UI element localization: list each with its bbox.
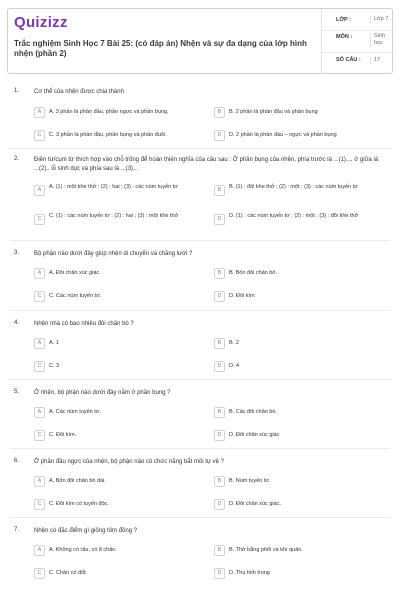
question-number: 3. [14, 250, 20, 256]
option-text: C. (1) : các núm tuyến tơ ; (2) : hai ; (3) : một khe thở [49, 213, 179, 219]
option-letter: A [34, 268, 45, 279]
option-text: A. 3 phần là phần đầu, phần ngực và phần bụng. [49, 109, 169, 115]
option-letter: B [214, 407, 225, 418]
question-text: Ở nhện, bộ phận nào dưới đây nằm ở phần bụng ? [34, 390, 171, 396]
option-text: C. Chân có đốt. [49, 570, 88, 576]
option-text: A. Bốn đôi chân bò dài. [49, 478, 106, 484]
option-letter: C [34, 214, 45, 225]
option-letter: B [214, 107, 225, 118]
option-letter: B [214, 338, 225, 349]
option-text: D. 4 [229, 363, 240, 369]
question-text: Bộ phận nào dưới đây giúp nhện di chuyển và chăng lưới ? [34, 251, 193, 257]
option-text: B. Núm tuyến tơ. [229, 478, 271, 484]
option-letter: C [34, 499, 45, 510]
option-letter: B [214, 185, 225, 196]
option-text: C. Các núm tuyến tơ. [49, 293, 102, 299]
option-text: C. 3 [49, 363, 60, 369]
question-number: 5. [14, 389, 20, 395]
option-text: B. Các đôi chân bò. [229, 409, 278, 415]
divider [10, 448, 390, 449]
option-letter: C [34, 130, 45, 141]
divider [10, 148, 390, 149]
option-letter: D [214, 214, 225, 225]
divider [10, 240, 390, 241]
question-number: 1. [14, 88, 20, 94]
meta-label: SỐ CÂU : [336, 57, 361, 63]
divider [10, 379, 390, 380]
option-text: D. Thụ tinh trong [229, 570, 270, 576]
option-letter: C [34, 291, 45, 302]
meta-value: Lớp 7 [370, 16, 390, 23]
worksheet-header [7, 8, 393, 74]
question-number: 2. [14, 156, 20, 162]
divider [10, 517, 390, 518]
option-text: D. Đôi chân xúc giác. [229, 501, 281, 507]
question-text: Cơ thể của nhện được chia thành [34, 89, 124, 95]
divider [10, 310, 390, 311]
option-letter: A [34, 545, 45, 556]
meta-label: LỚP : [336, 17, 351, 23]
option-letter: A [34, 407, 45, 418]
question-text: Điền từ/cụm từ thích hợp vào chỗ trống để hoàn thiện nghĩa của câu sau : Ở phần bụng của nhện, phía trước là ...(1)..., ở giữa là ...(2).. lỗ sinh dục và phía sau là ...(3)... [34, 157, 379, 172]
option-text: B. 2 [229, 340, 239, 346]
meta-panel [321, 9, 393, 73]
option-letter: C [34, 430, 45, 441]
option-text: D. Đôi chân xúc giác [229, 432, 280, 438]
option-letter: D [214, 130, 225, 141]
question-text: Ở phần đầu ngực của nhện, bộ phận nào có chức năng bắt mồi tự vệ ? [34, 459, 224, 465]
option-text: A. Không có râu, có 8 chân. [49, 547, 117, 553]
option-text: B. Thở bằng phổi và khí quản. [229, 547, 303, 553]
option-text: D. 2 phần là phần đầu – ngực và phần bụng [229, 132, 337, 138]
option-letter: D [214, 430, 225, 441]
option-letter: D [214, 361, 225, 372]
divider [322, 30, 394, 31]
meta-value: 17 [370, 57, 390, 64]
option-letter: B [214, 476, 225, 487]
question-number: 6. [14, 458, 20, 464]
option-text: C. Đôi kìm có tuyến độc. [49, 501, 109, 507]
option-letter: D [214, 568, 225, 579]
option-text: A. 1 [49, 340, 59, 346]
option-text: B. (1) : đôi khe thở ; (2) : một ; (3) : các núm tuyến tơ [229, 184, 358, 190]
question-number: 7. [14, 527, 20, 533]
option-text: D. (1) : các núm tuyến tơ ; (2) : một ; (3) : đôi khe thở [229, 213, 359, 219]
option-letter: A [34, 185, 45, 196]
option-text: B. Bốn đôi chân bò. [229, 270, 278, 276]
question-text: Nhện có đặc điểm gì giống tôm đồng ? [34, 528, 138, 534]
option-letter: A [34, 476, 45, 487]
meta-label: MÔN : [336, 34, 353, 40]
divider [322, 52, 394, 53]
option-letter: D [214, 291, 225, 302]
option-letter: B [214, 268, 225, 279]
option-text: C. Đôi kìm. [49, 432, 77, 438]
option-text: A. Đôi chân xúc giác. [49, 270, 101, 276]
option-letter: C [34, 568, 45, 579]
quizizz-logo[interactable]: Quizizz [14, 14, 68, 31]
option-text: C. 3 phần là phần đầu, phần bụng và phần đuôi. [49, 132, 167, 138]
option-text: A. Các núm tuyến tơ. [49, 409, 101, 415]
option-text: D. Đôi kìm [229, 293, 255, 299]
question-number: 4. [14, 320, 20, 326]
option-letter: D [214, 499, 225, 510]
option-letter: C [34, 361, 45, 372]
option-text: B. 2 phần là phần đầu và phần bụng [229, 109, 318, 115]
option-letter: A [34, 338, 45, 349]
page-title: Trắc nghiệm Sinh Học 7 Bài 25: (có đáp án) Nhện và sự đa dạng của lớp hình nhện (phần 2) [14, 39, 307, 58]
meta-value: Sinh học [370, 33, 390, 47]
option-letter: B [214, 545, 225, 556]
option-letter: A [34, 107, 45, 118]
option-text: A. (1) : một khe thở ; (2) : hai ; (3) : các núm tuyến tơ [49, 184, 178, 190]
question-text: Nhện nhà có bao nhiêu đôi chân bò ? [34, 321, 134, 327]
